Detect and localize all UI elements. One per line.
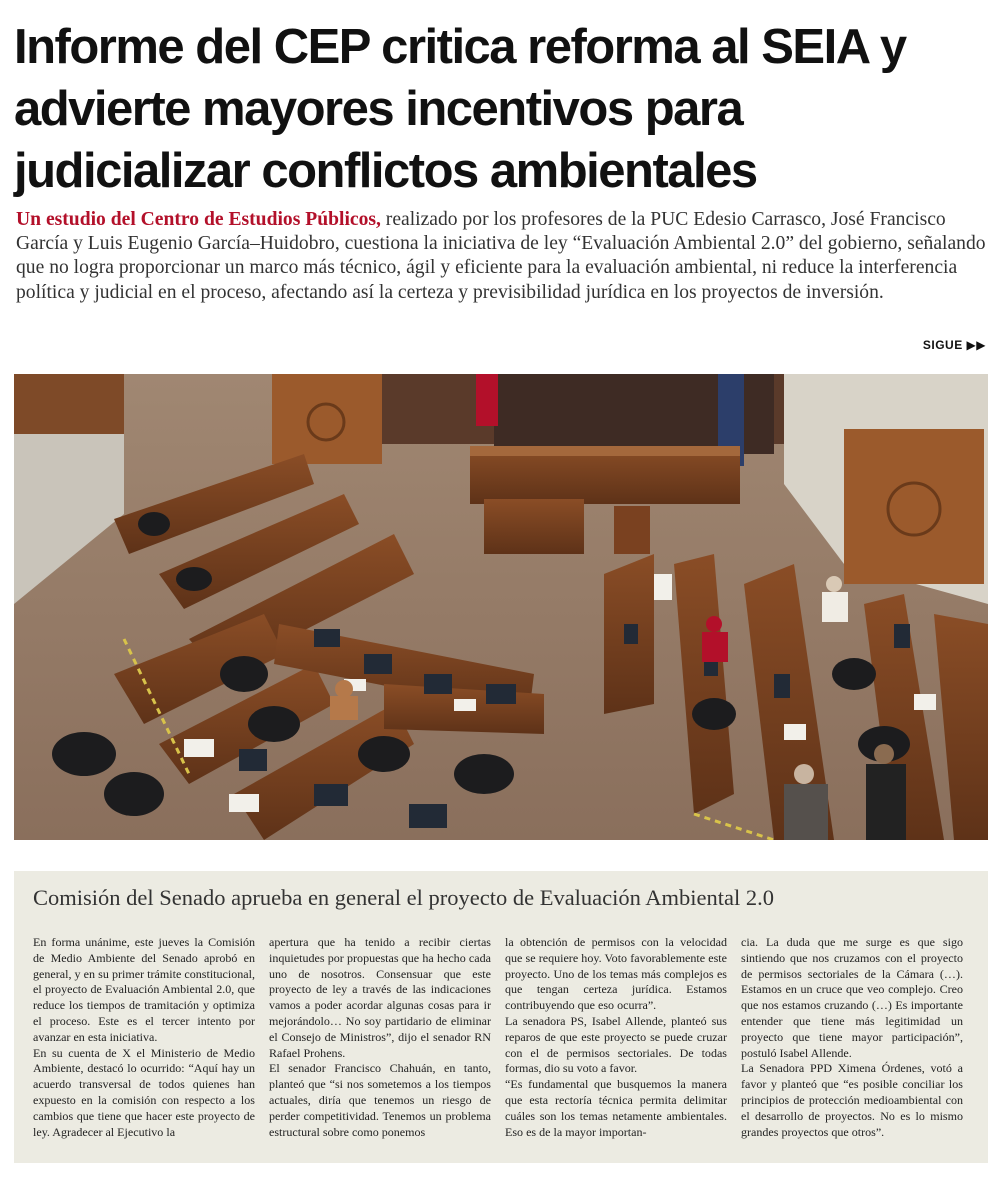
paragraph: la obtención de permisos con la velocidad que se requiere hoy. Voto favorablemente este proyecto. Uno de los temas más complejos es que tengan certeza jurídica. Estamos contribuyendo que eso ocurra”. <box>505 935 727 1013</box>
paragraph: cia. La duda que me surge es que sigo sintiendo que nos cruzamos con el proyecto de permisos sectoriales de la Cámara (…). Estamos en un cruce que veo complejo. Creo que nos estamos cruzando (…) Es importante entender que tiene más legitimidad un proyecto que tiene mayor participación”, postuló Isabel Allende. <box>741 935 963 1060</box>
sidebar-columns <box>33 935 963 1155</box>
lede-lead: Un estudio del Centro de Estudios Públicos, <box>16 209 381 230</box>
paragraph: La senadora PS, Isabel Allende, planteó sus reparos de que este proyecto se puede cruzar con el de permisos sectoriales. De todas formas, dio su voto a favor. <box>505 1013 727 1076</box>
paragraph: En su cuenta de X el Ministerio de Medio Ambiente, destacó lo ocurrido: “Aquí hay un acuerdo transversal de todos quienes han expuesto en la comisión con respecto a los cambios que tiene que hacer este proyecto de ley. Agradecer al Ejecutivo la <box>33 1045 255 1139</box>
lede-rest: realizado por los profesores de la PUC Edesio Carrasco, José Francisco García y Luis Eugenio García–Huidobro, cuestiona la iniciativa de ley “Evaluación Ambiental 2.0” del gobierno, señalando que no logra proporcionar un marco más técnico, ágil y eficiente para la evaluación ambiental, ni reduce la interferencia política y judicial en el proceso, afectando así la certeza y previsibilidad jurídica en los proyectos de inversión. <box>16 209 986 303</box>
paragraph: El senador Francisco Chahuán, en tanto, planteó que “si nos sometemos a los tiempos actuales, diría que tenemos un riesgo de perder competitividad. Tenemos un problema estructural sobre como ponemos <box>269 1061 491 1139</box>
paragraph: apertura que ha tenido a recibir ciertas inquietudes por propuestas que ha hecho cada uno de nosotros. Consensuar que este proyecto de ley a través de las indicaciones vamos a poder acordar algunas cosas para ir mejorándolo… No soy partidario de eliminar el Consejo de Ministros”, dijo el senador RN Rafael Prohens. <box>269 935 491 1060</box>
headline: Informe del CEP critica reforma al SEIA y advierte mayores incentivos para judicializar conflictos ambientales <box>14 20 906 198</box>
text-column-2 <box>269 935 491 1155</box>
continue-link[interactable]: SIGUE ▶▶ <box>922 338 986 352</box>
sidebar-title: Comisión del Senado aprueba en general el proyecto de Evaluación Ambiental 2.0 <box>33 885 775 910</box>
text-column-3 <box>505 935 727 1155</box>
text-column-4 <box>741 935 963 1155</box>
text-column-1 <box>33 935 255 1155</box>
paragraph: “Es fundamental que busquemos la manera que esta rectoría técnica permita delimitar cuáles son los temas netamente ambientales. Eso es de la mayor importan- <box>505 1077 727 1139</box>
sidebar-box <box>14 871 988 1163</box>
senate-chamber-photo <box>14 374 988 840</box>
paragraph: En forma unánime, este jueves la Comisión de Medio Ambiente del Senado aprobó en general, y en su primer trámite constitucional, el proyecto de Evaluación Ambiental 2.0, que reduce los tiempos de tramitación y optimiza el proceso. Este es el tercer intento por avanzar en esta iniciativa. <box>33 935 255 1044</box>
paragraph: La Senadora PPD Ximena Órdenes, votó a favor y planteó que “es posible conciliar los principios de protección medioambiental con el desarrollo de proyectos. No es lo mismo grandes proyectos que otros”. <box>741 1061 963 1139</box>
lede <box>16 208 986 305</box>
